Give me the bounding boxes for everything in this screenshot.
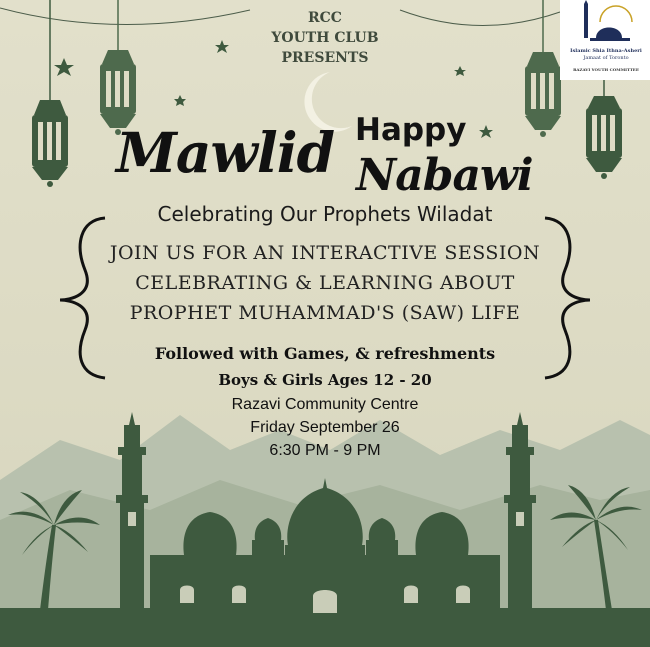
date-text: Friday September 26 xyxy=(250,419,400,436)
star-icon xyxy=(454,66,466,76)
garland-right xyxy=(400,10,560,26)
title-happy: Happy xyxy=(355,112,467,148)
venue-text: Razavi Community Centre xyxy=(231,396,419,413)
invitation-text xyxy=(90,238,560,328)
invitation-line: CELEBRATING & LEARNING ABOUT xyxy=(135,272,515,294)
invitation-line: JOIN US FOR AN INTERACTIVE SESSION xyxy=(109,242,541,264)
logo-org-name: Islamic Shia Ithna-Asheri xyxy=(570,48,642,54)
lantern-left-icon xyxy=(32,0,68,187)
organization-logo xyxy=(560,0,650,80)
garland-left xyxy=(0,8,250,25)
age-group-text: Boys & Girls Ages 12 - 20 xyxy=(218,371,432,389)
invitation-line: PROPHET MUHAMMAD'S (SAW) LIFE xyxy=(129,302,521,324)
jamaat-emblem-icon xyxy=(560,0,650,48)
title-nabawi: Nabawi xyxy=(356,150,533,201)
lantern-right2-icon xyxy=(586,80,622,179)
time-text: 6:30 PM - 9 PM xyxy=(269,442,381,459)
star-icon xyxy=(479,125,493,138)
subtitle: Celebrating Our Prophets Wiladat xyxy=(157,202,493,226)
star-icon xyxy=(54,58,74,76)
event-details xyxy=(0,340,650,462)
title-mawlid: Mawlid xyxy=(116,120,335,185)
presenter-heading xyxy=(250,8,400,68)
logo-committee: RAZAVI YOUTH COMMITTEE xyxy=(573,67,639,72)
star-icon xyxy=(215,40,229,53)
star-icon xyxy=(174,95,186,106)
lantern-left2-icon xyxy=(100,0,136,135)
logo-org-city: Jamaat of Toronto xyxy=(583,55,629,61)
presenter-line: PRESENTS xyxy=(281,50,369,66)
activities-text: Followed with Games, & refreshments xyxy=(154,344,496,363)
presenter-line: YOUTH CLUB xyxy=(271,30,379,46)
presenter-line: RCC xyxy=(308,10,342,26)
